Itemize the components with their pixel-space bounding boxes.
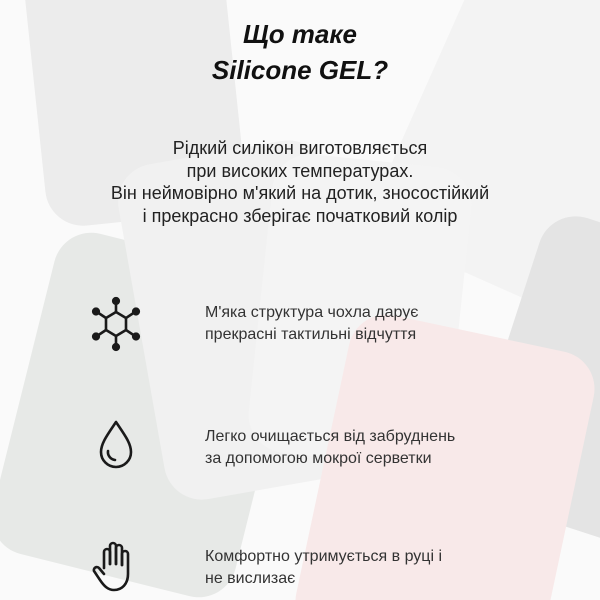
feature-text <box>205 426 585 470</box>
feature-text <box>205 546 585 590</box>
title-line-2: Silicone GEL? <box>211 55 389 85</box>
intro-paragraph <box>0 137 600 227</box>
feature-line-1: М'яка структура чохла дарує <box>205 304 419 321</box>
feature-line-2: за допомогою мокрої серветки <box>205 450 432 467</box>
feature-text <box>205 302 585 346</box>
intro-line-3: Він неймовірно м'який на дотик, зносостійкий <box>110 183 490 203</box>
feature-line-1: Комфортно утримується в руці і <box>205 548 442 565</box>
feature-line-1: Легко очищається від забруднень <box>205 428 456 445</box>
feature-line-2: прекрасні тактильні відчуття <box>205 326 417 343</box>
page-title <box>0 16 600 88</box>
title-line-1: Що таке <box>242 19 358 49</box>
intro-line-2: при високих температурах. <box>186 160 414 181</box>
hand-icon <box>88 538 144 594</box>
feature-line-2: не вислизає <box>205 570 296 587</box>
intro-line-1: Рідкий силікон виготовляється <box>172 138 428 158</box>
intro-line-4: і прекрасно зберігає початковий колір <box>142 205 458 226</box>
water-drop-icon <box>88 418 144 474</box>
molecule-icon <box>88 296 144 352</box>
